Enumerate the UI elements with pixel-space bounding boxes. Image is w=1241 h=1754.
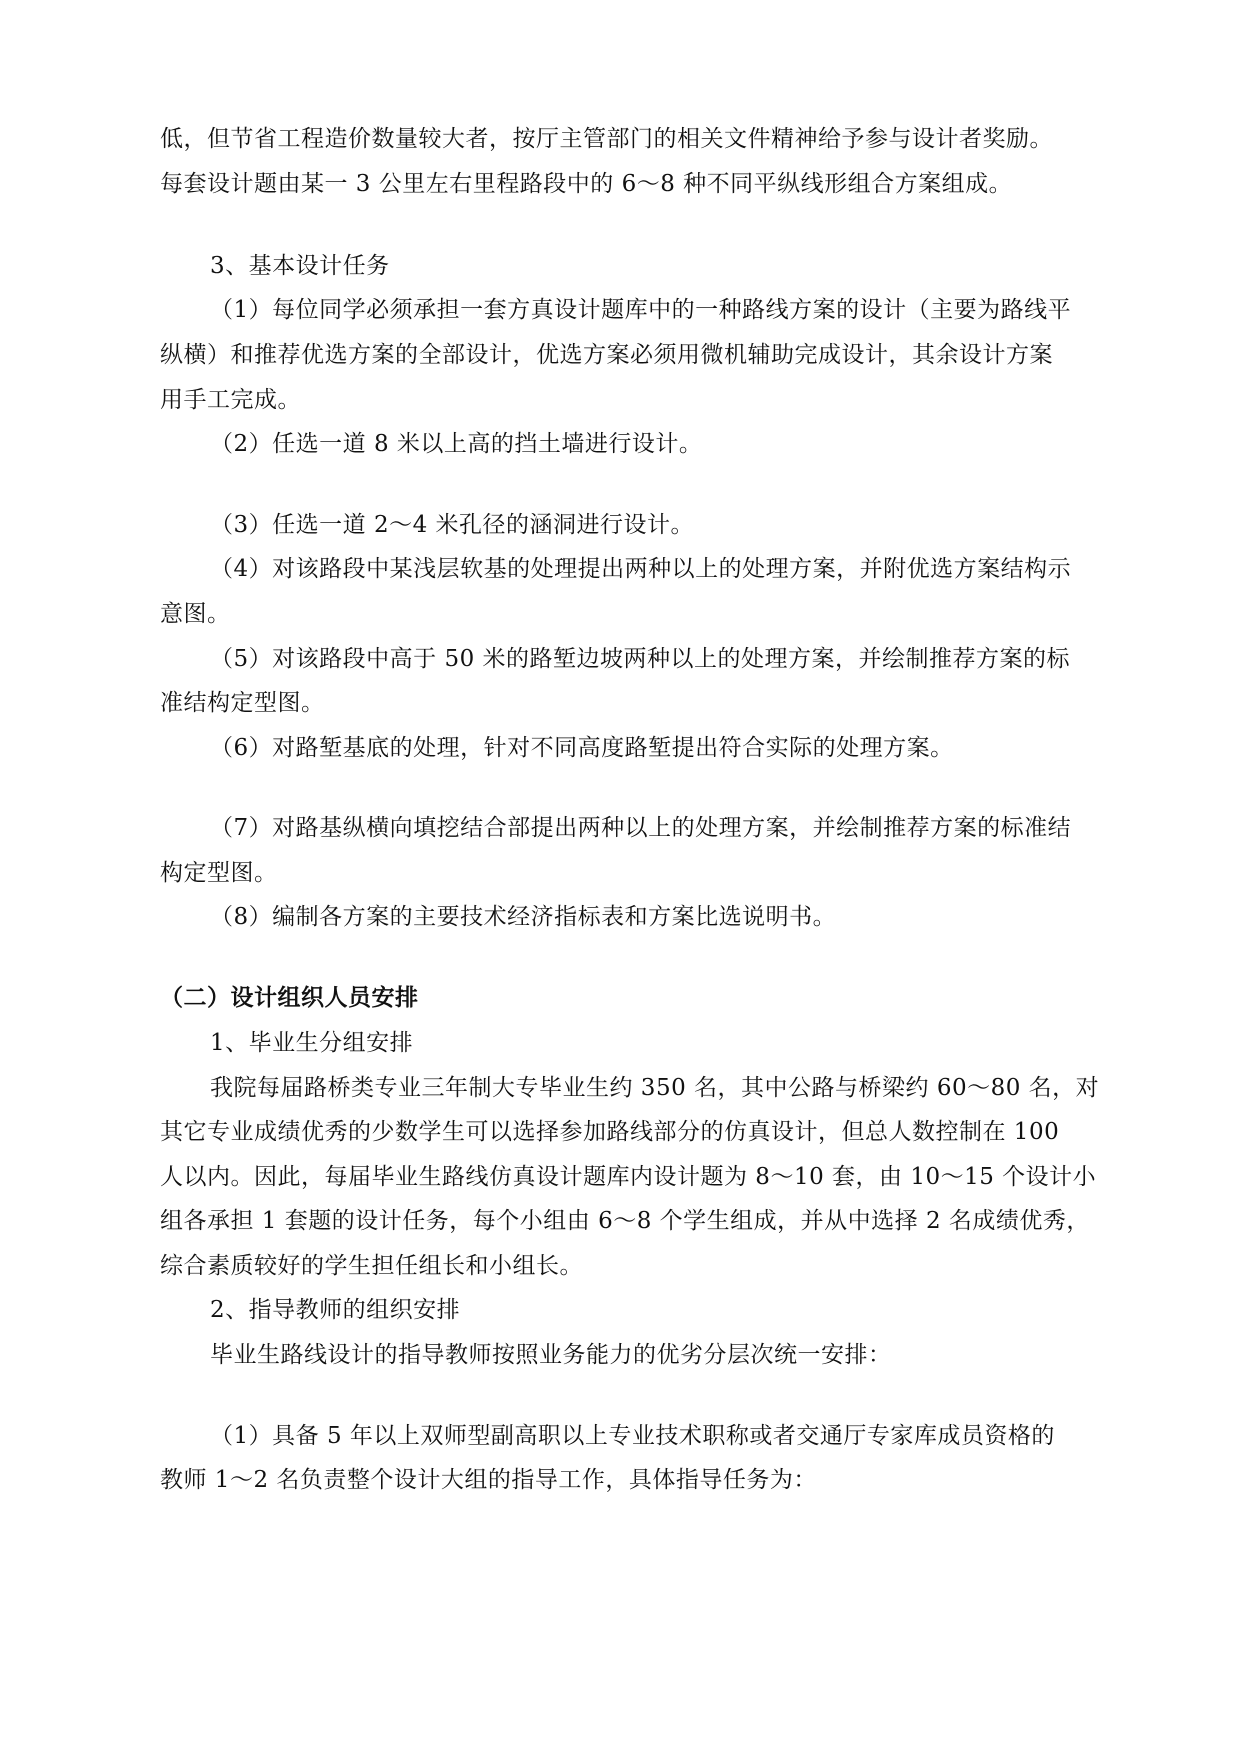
paragraph-line: 低，但节省工程造价数量较大者，按厅主管部门的相关文件精神给予参与设计者奖励。	[160, 126, 1053, 152]
paragraph-line: 其它专业成绩优秀的少数学生可以选择参加路线部分的仿真设计，但总人数控制在 100	[160, 1119, 1060, 1145]
list-item: （3）任选一道 2～4 米孔径的涵洞进行设计。	[210, 512, 695, 538]
paragraph-line: 毕业生路线设计的指导教师按照业务能力的优劣分层次统一安排：	[210, 1342, 892, 1368]
paragraph-line: 每套设计题由某一 3 公里左右里程路段中的 6～8 种不同平纵线形组合方案组成。	[160, 171, 1013, 197]
list-item: （5）对该路段中高于 50 米的路堑边坡两种以上的处理方案，并绘制推荐方案的标	[210, 646, 1071, 672]
paragraph-line: 准结构定型图。	[160, 690, 325, 716]
paragraph-line: 意图。	[160, 601, 231, 627]
list-item: （8）编制各方案的主要技术经济指标表和方案比选说明书。	[210, 904, 837, 930]
paragraph-line: 综合素质较好的学生担任组长和小组长。	[160, 1253, 583, 1279]
section-title: （二）设计组织人员安排	[160, 985, 419, 1011]
list-item: （2）任选一道 8 米以上高的挡土墙进行设计。	[210, 431, 703, 457]
paragraph-line: 构定型图。	[160, 860, 278, 886]
paragraph-line: 我院每届路桥类专业三年制大专毕业生约 350 名，其中公路与桥梁约 60～80 名，对	[210, 1075, 1100, 1101]
paragraph-line: 教师 1～2 名负责整个设计大组的指导工作，具体指导任务为：	[160, 1467, 817, 1493]
paragraph-line: 组各承担 1 套题的设计任务，每个小组由 6～8 个学生组成，并从中选择 2 名成绩优秀，	[160, 1208, 1090, 1234]
subsection-heading: 2、指导教师的组织安排	[210, 1297, 461, 1323]
list-item: （4）对该路段中某浅层软基的处理提出两种以上的处理方案，并附优选方案结构示	[210, 556, 1072, 582]
section-heading: 3、基本设计任务	[210, 253, 390, 279]
list-item: （6）对路堑基底的处理，针对不同高度路堑提出符合实际的处理方案。	[210, 735, 954, 761]
paragraph-line: 人以内。因此，每届毕业生路线仿真设计题库内设计题为 8～10 套，由 10～15 个设计小	[160, 1164, 1097, 1190]
list-item: （1）具备 5 年以上双师型副高职以上专业技术职称或者交通厅专家库成员资格的	[210, 1423, 1055, 1449]
list-item: （7）对路基纵横向填挖结合部提出两种以上的处理方案，并绘制推荐方案的标准结	[210, 815, 1072, 841]
subsection-heading: 1、毕业生分组安排	[210, 1030, 414, 1056]
paragraph-line: 纵横）和推荐优选方案的全部设计，优选方案必须用微机辅助完成设计，其余设计方案	[160, 342, 1053, 368]
paragraph-line: 用手工完成。	[160, 387, 301, 413]
list-item: （1）每位同学必须承担一套方真设计题库中的一种路线方案的设计（主要为路线平	[210, 297, 1072, 323]
